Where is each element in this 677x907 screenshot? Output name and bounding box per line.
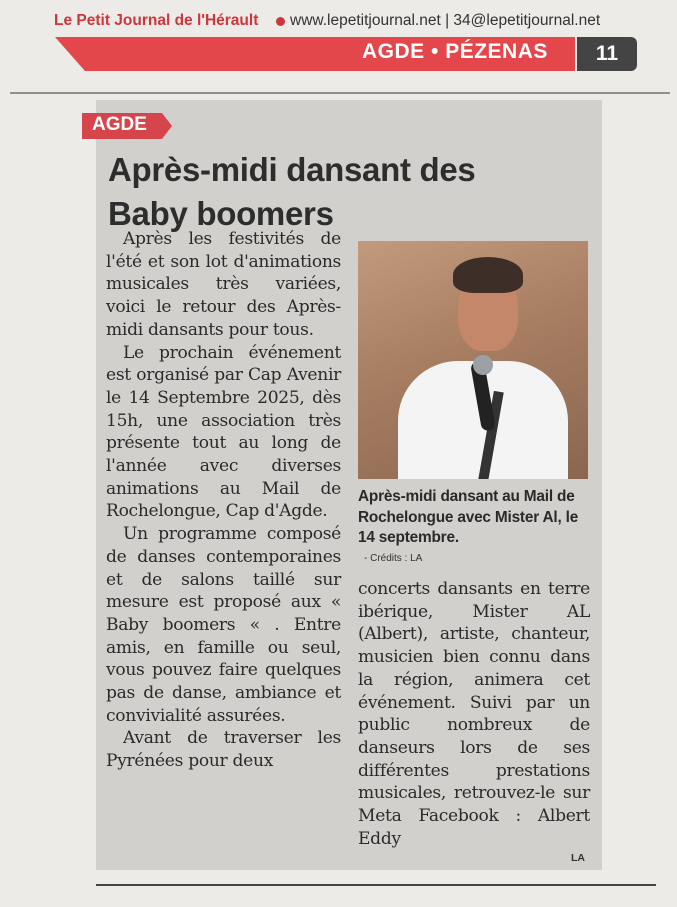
paragraph: Après les festivités de l'été et son lot d'animations musicales très variées, voici le retour des Après-midi dansants pour tous. [106, 229, 341, 340]
paragraph: concerts dansants en terre ibérique, Mister AL (Albert), artiste, chanteur, musicien bien connu dans la région, animera cet événement. Suivi par un public nombreux de danseurs lors de ses différentes prestations musicales, retrouvez-le sur Meta Facebook : Albert Eddy [358, 579, 590, 849]
article-headline: Après-midi dansant des Baby boomers [108, 151, 476, 232]
journal-contact: www.lepetitjournal.net | 34@lepetitjournal.net [290, 12, 601, 29]
paragraph: Un programme composé de danses contemporaines et de salons taillé sur mesure est proposé aux « Baby boomers « . Entre amis, en famille ou seul, vous pouvez faire quelques pas de danse, ambiance et convivialité assurées. [106, 524, 341, 726]
paragraph: Avant de traverser les Pyrénées pour deux [106, 728, 341, 772]
journal-name: Le Petit Journal de l'Hérault [54, 12, 259, 29]
photo-credit: - Crédits : LA [364, 553, 423, 564]
header-divider [10, 92, 670, 94]
photo-caption: Après-midi dansant au Mail de Rochelongue avec Mister Al, le 14 septembre. [358, 488, 579, 546]
page-header [0, 10, 677, 32]
town-tag-label: AGDE [92, 114, 147, 135]
article-photo [358, 241, 588, 479]
bullet-dot-icon [276, 17, 285, 26]
photo-hair [453, 257, 523, 293]
section-label: AGDE • PÉZENAS [362, 40, 548, 63]
bottom-divider [96, 884, 656, 886]
page-number: 11 [577, 37, 637, 71]
article-left-column [106, 228, 341, 773]
author-signature: LA [571, 852, 585, 864]
article-right-column [358, 578, 590, 850]
paragraph: Le prochain événement est organisé par Cap Avenir le 14 Septembre 2025, dès 15h, une association très présente tout au long de l'année avec diverses animations au Mail de Rochelongue, Cap d'Agde. [106, 342, 341, 522]
microphone-head [473, 355, 493, 375]
